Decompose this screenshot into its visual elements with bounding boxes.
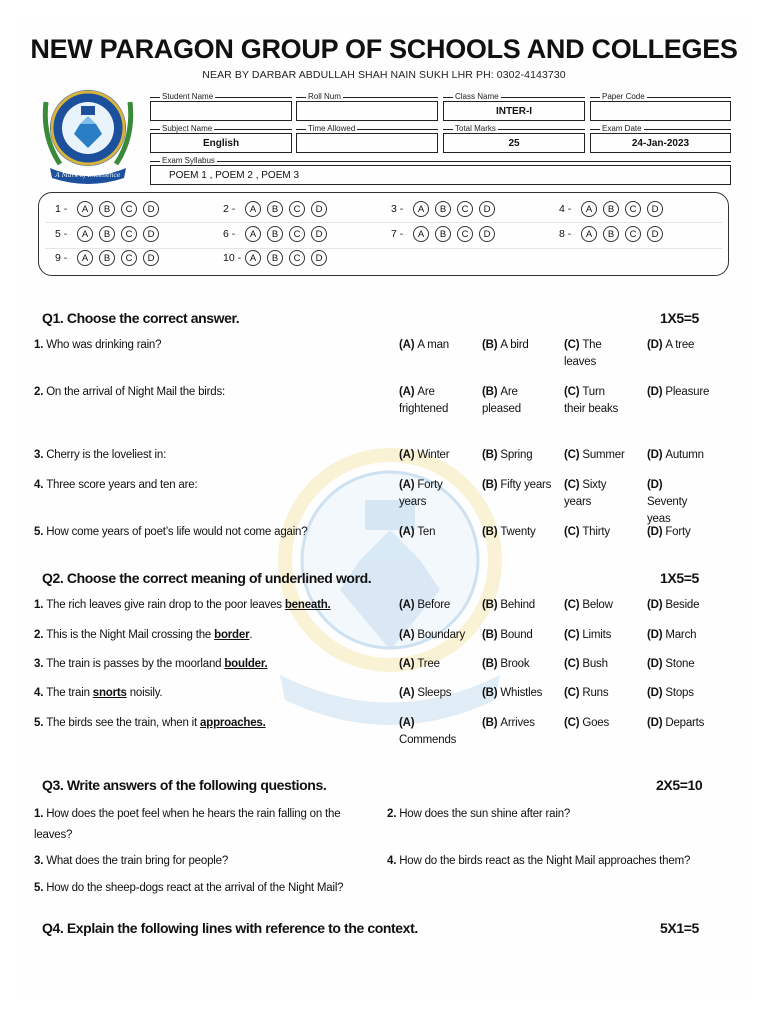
question-text: The train <box>46 687 93 699</box>
option-text: Bound <box>500 629 533 641</box>
question-text: Cherry is the loveliest in: <box>46 449 167 461</box>
answer-bubble-c[interactable]: C <box>121 201 137 217</box>
option-key: (C) <box>564 599 583 611</box>
question-number: 2. <box>34 386 47 398</box>
roll-num-field[interactable] <box>296 92 438 123</box>
paper-code-label: Paper Code <box>602 92 645 101</box>
answer-bubble-a[interactable]: A <box>245 226 261 242</box>
q1-marks: 1X5=5 <box>660 310 699 326</box>
answer-row <box>39 250 165 266</box>
roll-num-value[interactable] <box>296 101 438 121</box>
answer-bubble-c[interactable]: C <box>457 201 473 217</box>
q1-option-a <box>399 447 479 464</box>
student-name-label: Student Name <box>162 92 214 101</box>
question-number: 4. <box>34 687 47 699</box>
option-key: (C) <box>564 717 583 729</box>
answer-number: 10 - <box>223 252 242 264</box>
option-key: (C) <box>564 687 583 699</box>
option-text: Autumn <box>665 449 704 461</box>
question-number: 3. <box>34 855 47 867</box>
question-text: How do the sheep-dogs react at the arrival of the Night Mail? <box>46 882 344 894</box>
option-key: (C) <box>564 479 583 491</box>
question-number: 1. <box>34 599 47 611</box>
q2-heading: Q2. Choose the correct meaning of underlined word. <box>42 570 372 586</box>
answer-bubble-c[interactable]: C <box>289 226 305 242</box>
answer-row <box>543 201 669 217</box>
time-allowed-field[interactable] <box>296 124 438 155</box>
q3-question <box>387 804 717 825</box>
question-text: The birds see the train, when it <box>46 717 201 729</box>
q2-question <box>34 597 394 614</box>
answer-row <box>207 201 333 217</box>
q2-marks: 1X5=5 <box>660 570 699 586</box>
option-text: Runs <box>582 687 609 699</box>
underlined-word: boulder. <box>224 658 268 670</box>
option-text: Are frightened <box>399 386 449 415</box>
q2-option-d <box>647 597 729 614</box>
answer-bubble-d[interactable]: D <box>143 250 159 266</box>
option-key: (B) <box>482 339 501 351</box>
option-key: (A) <box>399 449 418 461</box>
q2-question <box>34 715 394 732</box>
answer-number: 3 - <box>391 203 404 215</box>
option-key: (D) <box>647 479 663 491</box>
option-text: Limits <box>582 629 612 641</box>
answer-number: 6 - <box>223 228 236 240</box>
question-number: 4. <box>34 479 47 491</box>
q1-option-b <box>482 337 562 354</box>
q2-question <box>34 656 394 673</box>
option-key: (D) <box>647 526 666 538</box>
paper-code-value[interactable] <box>590 101 731 121</box>
q1-option-b <box>482 524 562 541</box>
q2-option-c <box>564 685 646 702</box>
q3-question <box>34 851 364 872</box>
answer-bubble-d[interactable]: D <box>647 201 663 217</box>
q2-option-a <box>399 715 461 749</box>
q2-option-d <box>647 627 729 644</box>
q4-marks: 5X1=5 <box>660 920 699 936</box>
option-key: (B) <box>482 658 501 670</box>
q1-option-d <box>647 477 705 528</box>
answer-bubble-d[interactable]: D <box>311 226 327 242</box>
option-key: (A) <box>399 526 418 538</box>
question-number: 3. <box>34 449 47 461</box>
option-key: (B) <box>482 449 501 461</box>
answer-number: 2 - <box>223 203 236 215</box>
q2-option-c <box>564 656 646 673</box>
option-key: (A) <box>399 717 415 729</box>
answer-number: 5 - <box>55 228 68 240</box>
student-name-field[interactable] <box>150 92 292 123</box>
question-text: This is the Night Mail crossing the <box>46 629 215 641</box>
exam-syllabus-value[interactable]: POEM 1 , POEM 2 , POEM 3 <box>150 165 731 185</box>
option-key: (B) <box>482 386 501 398</box>
option-key: (B) <box>482 599 501 611</box>
option-key: (D) <box>647 339 666 351</box>
q2-option-b <box>482 627 564 644</box>
q2-option-b <box>482 685 564 702</box>
option-key: (A) <box>399 658 418 670</box>
q1-option-d <box>647 524 733 541</box>
option-key: (D) <box>647 717 666 729</box>
answer-bubble-a[interactable]: A <box>413 201 429 217</box>
option-text: Summer <box>582 449 625 461</box>
option-text: A bird <box>500 339 529 351</box>
option-text: Forty <box>665 526 691 538</box>
answer-bubble-d[interactable]: D <box>647 226 663 242</box>
q3-question <box>34 804 364 846</box>
answer-bubble-c[interactable]: C <box>625 201 641 217</box>
option-text: Commends <box>399 734 457 746</box>
answer-bubble-b[interactable]: B <box>267 250 283 266</box>
option-text: Boundary <box>417 629 465 641</box>
answer-bubble-b[interactable]: B <box>267 226 283 242</box>
q3-question <box>34 878 394 899</box>
question-text-end: noisily. <box>126 687 163 699</box>
question-text: Who was drinking rain? <box>46 339 162 351</box>
option-text: Sixty years <box>564 479 607 508</box>
option-text: Forty years <box>399 479 443 508</box>
question-text: What does the train bring for people? <box>46 855 229 867</box>
option-text: Fifty years <box>500 479 552 491</box>
q2-option-d <box>647 685 729 702</box>
answer-bubble-d[interactable]: D <box>311 201 327 217</box>
option-key: (D) <box>647 599 666 611</box>
total-marks-value[interactable]: 25 <box>443 133 585 153</box>
class-name-value[interactable]: INTER-I <box>443 101 585 121</box>
option-text: March <box>665 629 697 641</box>
answer-bubble-c[interactable]: C <box>289 201 305 217</box>
q2-question <box>34 627 394 644</box>
q1-option-c <box>564 384 622 418</box>
option-key: (C) <box>564 526 583 538</box>
option-key: (C) <box>564 629 583 641</box>
question-number: 2. <box>387 808 400 820</box>
option-key: (C) <box>564 658 583 670</box>
question-text: The rich leaves give rain drop to the poor leaves <box>46 599 285 611</box>
option-text: Sleeps <box>417 687 452 699</box>
q1-question <box>34 447 384 464</box>
answer-bubble-b[interactable]: B <box>603 226 619 242</box>
question-number: 5. <box>34 717 47 729</box>
q1-option-a <box>399 384 457 418</box>
option-text: A man <box>417 339 449 351</box>
answer-row <box>375 226 501 242</box>
underlined-word: approaches. <box>200 717 266 729</box>
answer-row <box>543 226 669 242</box>
q1-option-c <box>564 447 644 464</box>
total-marks-label: Total Marks <box>455 124 496 133</box>
q2-option-d <box>647 656 729 673</box>
q1-question <box>34 337 384 354</box>
question-number: 1. <box>34 808 47 820</box>
q1-option-c <box>564 337 622 371</box>
answer-bubble-c[interactable]: C <box>457 226 473 242</box>
option-key: (D) <box>647 629 666 641</box>
q2-option-a <box>399 656 481 673</box>
option-text: Below <box>582 599 613 611</box>
answer-bubble-d[interactable]: D <box>143 226 159 242</box>
q1-option-a <box>399 337 479 354</box>
q1-option-a <box>399 477 457 511</box>
exam-syllabus-field[interactable] <box>150 156 731 187</box>
answer-bubble-b[interactable]: B <box>99 226 115 242</box>
q2-option-d <box>647 715 729 732</box>
option-text: Tree <box>417 658 440 670</box>
answer-bubble-b[interactable]: B <box>99 250 115 266</box>
answer-bubble-sheet <box>38 192 729 276</box>
option-key: (D) <box>647 658 666 670</box>
option-text: Spring <box>500 449 533 461</box>
option-key: (B) <box>482 479 501 491</box>
roll-num-label: Roll Num <box>308 92 341 101</box>
answer-bubble-b[interactable]: B <box>435 201 451 217</box>
q3-heading: Q3. Write answers of the following questions. <box>42 777 327 793</box>
q2-option-c <box>564 715 646 732</box>
underlined-word: snorts <box>92 687 127 699</box>
answer-bubble-c[interactable]: C <box>121 226 137 242</box>
question-number: 2. <box>34 629 47 641</box>
answer-bubble-d[interactable]: D <box>311 250 327 266</box>
option-key: (D) <box>647 687 666 699</box>
underlined-word: border <box>214 629 250 641</box>
answer-bubble-a[interactable]: A <box>245 250 261 266</box>
answer-bubble-c[interactable]: C <box>625 226 641 242</box>
school-title: NEW PARAGON GROUP OF SCHOOLS AND COLLEGES <box>30 34 738 64</box>
question-text: How come years of poet’s life would not come again? <box>46 526 308 538</box>
q4-heading: Q4. Explain the following lines with reference to the context. <box>42 920 418 936</box>
answer-bubble-c[interactable]: C <box>121 250 137 266</box>
question-text: How does the poet feel when he hears the rain falling on the leaves? <box>34 808 341 841</box>
question-text: On the arrival of Night Mail the birds: <box>46 386 226 398</box>
option-key: (B) <box>482 717 501 729</box>
option-text: Thirty <box>582 526 610 538</box>
q1-question <box>34 524 384 541</box>
question-number: 3. <box>34 658 47 670</box>
option-text: Stone <box>665 658 695 670</box>
q1-option-b <box>482 447 562 464</box>
option-key: (B) <box>482 526 501 538</box>
exam-date-label: Exam Date <box>602 124 642 133</box>
answer-bubble-d[interactable]: D <box>479 226 495 242</box>
answer-number: 9 - <box>55 252 68 264</box>
q1-option-d <box>647 337 733 354</box>
option-text: Stops <box>665 687 694 699</box>
option-text: Winter <box>417 449 450 461</box>
option-key: (C) <box>564 339 583 351</box>
answer-bubble-a[interactable]: A <box>77 226 93 242</box>
option-key: (A) <box>399 339 418 351</box>
answer-bubble-a[interactable]: A <box>77 250 93 266</box>
answer-bubble-a[interactable]: A <box>77 201 93 217</box>
question-number: 4. <box>387 855 400 867</box>
answer-row <box>39 226 165 242</box>
answer-bubble-a[interactable]: A <box>245 201 261 217</box>
option-key: (A) <box>399 479 418 491</box>
q1-question <box>34 477 384 494</box>
subject-name-label: Subject Name <box>162 124 213 133</box>
q1-heading: Q1. Choose the correct answer. <box>42 310 240 326</box>
option-text: Before <box>417 599 451 611</box>
school-logo <box>40 82 136 184</box>
answer-bubble-d[interactable]: D <box>479 201 495 217</box>
answer-number: 4 - <box>559 203 572 215</box>
class-name-label: Class Name <box>455 92 499 101</box>
option-text: Are pleased <box>482 386 521 415</box>
q1-question <box>34 384 384 401</box>
option-text: Turn their beaks <box>564 386 619 415</box>
exam-syllabus-label: Exam Syllabus <box>162 156 215 165</box>
option-key: (C) <box>564 449 583 461</box>
answer-row <box>207 250 333 266</box>
option-text: Behind <box>500 599 535 611</box>
option-key: (D) <box>647 449 666 461</box>
q1-option-c <box>564 524 644 541</box>
question-text-end: . <box>249 629 253 641</box>
option-text: Goes <box>582 717 610 729</box>
option-text: Pleasure <box>665 386 710 398</box>
paper-code-field[interactable] <box>590 92 731 123</box>
school-address: NEAR BY DARBAR ABDULLAH SHAH NAIN SUKH LHR PH: 0302-4143730 <box>202 69 566 81</box>
answer-number: 7 - <box>391 228 404 240</box>
option-text: Beside <box>665 599 700 611</box>
q1-option-a <box>399 524 479 541</box>
q1-option-b <box>482 477 562 494</box>
option-text: Ten <box>417 526 436 538</box>
option-key: (D) <box>647 386 666 398</box>
question-text: How do the birds react as the Night Mail approaches them? <box>399 855 691 867</box>
answer-bubble-c[interactable]: C <box>289 250 305 266</box>
q2-option-a <box>399 627 481 644</box>
answer-bubble-d[interactable]: D <box>143 201 159 217</box>
time-allowed-value[interactable] <box>296 133 438 153</box>
option-text: Twenty <box>500 526 536 538</box>
exam-date-field[interactable] <box>590 124 731 155</box>
q2-option-a <box>399 597 481 614</box>
option-text: Arrives <box>500 717 535 729</box>
subject-name-field[interactable] <box>150 124 292 155</box>
q2-question <box>34 685 394 702</box>
q2-option-c <box>564 597 646 614</box>
option-text: Brook <box>500 658 530 670</box>
option-text: Seventy yeas <box>647 496 688 525</box>
q1-option-d <box>647 384 733 401</box>
class-name-field[interactable] <box>443 92 585 123</box>
option-text: Departs <box>665 717 705 729</box>
answer-number: 1 - <box>55 203 68 215</box>
subject-name-value[interactable]: English <box>150 133 292 153</box>
q1-option-d <box>647 447 733 464</box>
question-text: Three score years and ten are: <box>46 479 198 491</box>
time-allowed-label: Time Allowed <box>308 124 356 133</box>
q3-marks: 2X5=10 <box>656 777 703 793</box>
q2-option-b <box>482 715 564 732</box>
answer-row <box>39 201 165 217</box>
q2-option-a <box>399 685 481 702</box>
answer-number: 8 - <box>559 228 572 240</box>
question-number: 5. <box>34 526 47 538</box>
option-key: (A) <box>399 599 418 611</box>
option-key: (C) <box>564 386 583 398</box>
option-text: Whistles <box>500 687 543 699</box>
answer-bubble-a[interactable]: A <box>581 226 597 242</box>
question-text: How does the sun shine after rain? <box>399 808 571 820</box>
answer-bubble-b[interactable]: B <box>435 226 451 242</box>
answer-row <box>375 201 501 217</box>
answer-bubble-a[interactable]: A <box>581 201 597 217</box>
option-key: (A) <box>399 629 418 641</box>
logo-motto: A Mark of Excellence <box>55 172 121 179</box>
option-key: (A) <box>399 687 418 699</box>
underlined-word: beneath. <box>284 599 331 611</box>
option-text: A tree <box>665 339 695 351</box>
answer-bubble-b[interactable]: B <box>603 201 619 217</box>
exam-date-value[interactable]: 24-Jan-2023 <box>590 133 731 153</box>
q1-option-b <box>482 384 540 418</box>
q2-option-c <box>564 627 646 644</box>
option-key: (A) <box>399 386 418 398</box>
option-text: The leaves <box>564 339 602 368</box>
question-text: The train is passes by the moorland <box>46 658 225 670</box>
q2-option-b <box>482 656 564 673</box>
q1-option-c <box>564 477 622 511</box>
question-number: 5. <box>34 882 47 894</box>
answer-bubble-b[interactable]: B <box>99 201 115 217</box>
answer-bubble-b[interactable]: B <box>267 201 283 217</box>
option-key: (B) <box>482 687 501 699</box>
option-key: (B) <box>482 629 501 641</box>
q3-question <box>387 851 717 872</box>
option-text: Bush <box>582 658 608 670</box>
question-number: 1. <box>34 339 47 351</box>
student-name-value[interactable] <box>150 101 292 121</box>
answer-row <box>207 226 333 242</box>
total-marks-field[interactable] <box>443 124 585 155</box>
answer-bubble-a[interactable]: A <box>413 226 429 242</box>
q2-option-b <box>482 597 564 614</box>
